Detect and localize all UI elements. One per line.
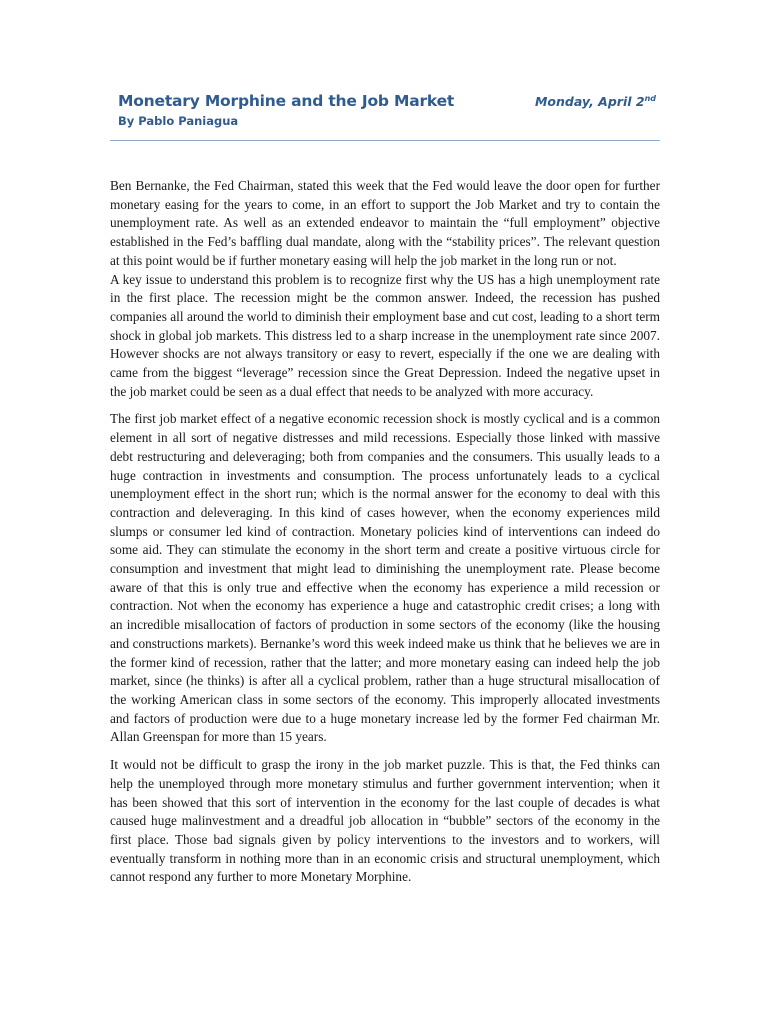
paragraph-4: It would not be difficult to grasp the irony in the job market puzzle. This is that, the Fed thinks can help the unemployed through more monetary stimulus and further government intervention; when it has been showed that this sort of intervention in the economy for the last couple of decades is what caused huge malinvestment and a dreadful job allocation in “bubble” sectors of the economy in the first place. Those bad signals given by policy interventions to the investors and to workers, will eventually transform in nothing more than in an economic crisis and structural unemployment, which cannot respond any further to more Monetary Morphine. — [110, 757, 660, 885]
article-title: Monetary Morphine and the Job Market — [118, 92, 455, 110]
paragraph-1: Ben Bernanke, the Fed Chairman, stated this week that the Fed would leave the door open for further monetary easing for the years to come, in an effort to support the Job Market and try to contain the unemployment rate. As well as an extended endeavor to maintain the “full employment” objective established in the Fed’s baffling dual mandate, along with the “stability prices”. The relevant question at this point would be if further monetary easing will help the job market in the long run or not. — [110, 178, 660, 268]
document-header — [110, 92, 660, 141]
article-date-text: Monday, April 2 — [534, 94, 645, 109]
article-author: By Pablo Paniagua — [118, 114, 239, 128]
paragraph-3: The first job market effect of a negative economic recession shock is mostly cyclical and is a common element in all sort of negative distresses and mild recessions. Especially those linked with massive debt restructuring and deleveraging; both from companies and the consumers. This usually leads to a huge contraction in investments and consumption. The process unfortunately leads to a cyclical unemployment effect in the short run; which is the normal answer for the economy to deal with this contraction and deleveraging. In this kind of cases however, when the economy experiences mild slumps or consumer led kind of contraction. Monetary policies kind of interventions can indeed do some aid. They can stimulate the economy in the short term and create a positive virtuous circle for consumption and investment that might lead to diminishing the unemployment rate. Please become aware of that this is only true and effective when the economy has experience a mild recession or contraction. Not when the economy has experience a huge and catastrophic credit crises; a long with an incredible misallocation of factors of production in some sectors of the economy (like the housing and constructions markets). Bernanke’s word this week indeed make us think that he believes we are in the former kind of recession, rather that the latter; and more monetary easing can indeed help the job market, since (he thinks) is after all a cyclical problem, rather than a huge structural misallocation of the working American class in some sectors of the economy. This improperly allocated investments and factors of production were due to a huge monetary increase led by the former Fed chairman Mr. Allan Greenspan for more than 15 years. — [110, 411, 660, 745]
article-body — [110, 177, 660, 887]
paragraph-2: A key issue to understand this problem is to recognize first why the US has a high unemployment rate in the first place. The recession might be the common answer. Indeed, the recession has pushed companies all around the world to diminish their employment base and cut cost, leading to a short term shock in global job markets. This distress led to a sharp increase in the unemployment rate since 2007. However shocks are not always transitory or easy to revert, especially if the one we are dealing with came from the biggest “leverage” recession since the Great Depression. Indeed the negative upset in the job market could be seen as a dual effect that needs to be analyzed with more accuracy. — [110, 271, 660, 399]
article-date-suffix: nd — [644, 94, 656, 103]
article-date — [535, 94, 656, 109]
